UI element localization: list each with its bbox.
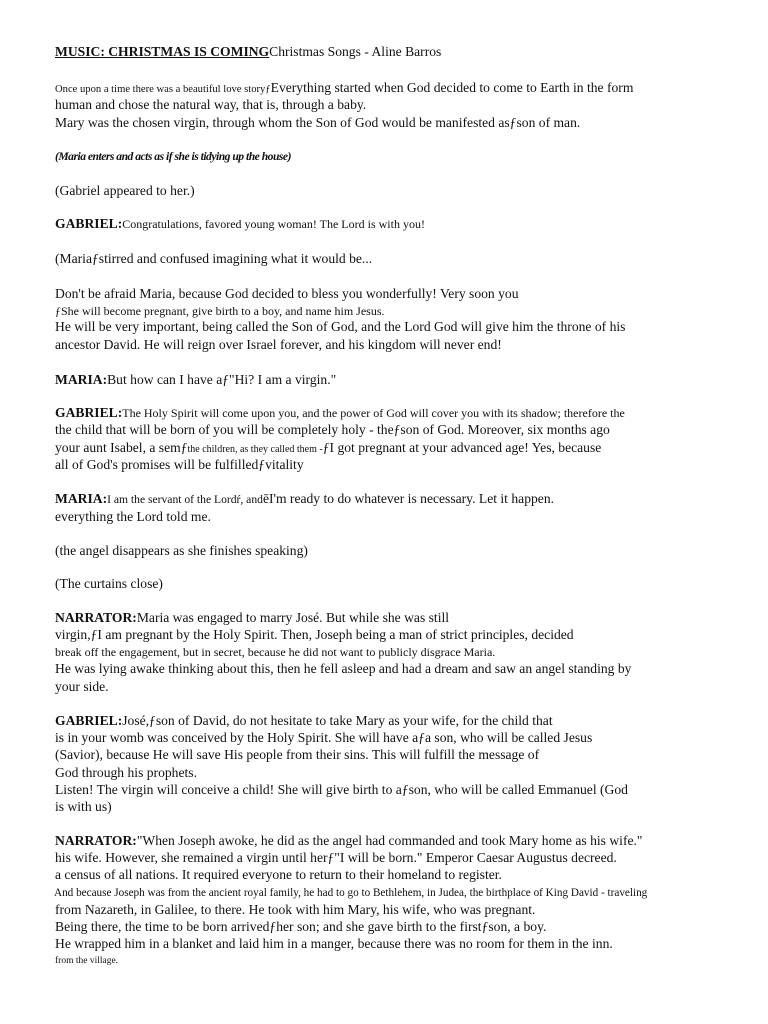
narration-line: He was lying awake thinking about this, then he fell asleep and had a dream and saw an angel standing by <box>55 661 632 676</box>
narration-line: break off the engagement, but in secret, because he did not want to publicly disgrace Maria. <box>55 645 496 659</box>
title-subtitle: Christmas Songs - Aline Barros <box>269 44 442 59</box>
dialogue-line: everything the Lord told me. <box>55 509 211 524</box>
title-heading: MUSIC: CHRISTMAS IS COMING <box>55 44 270 59</box>
speaker-label: GABRIEL: <box>55 405 123 420</box>
narration-text: Maria was engaged to marry José. But while she was still <box>136 610 450 625</box>
dialogue-text: ƒI got pregnant at your advanced age! Yes, because <box>322 440 602 455</box>
stage-direction: (Maria enters and acts as if she is tidying up the house) <box>55 150 291 163</box>
dialogue-text: But how can I have aƒ"Hi? I am a virgin." <box>107 372 337 387</box>
dialogue-line: ƒShe will become pregnant, give birth to a boy, and name him Jesus. <box>55 304 385 318</box>
dialogue-text: The Holy Spirit will come upon you, and the power of God will cover you with its shadow; therefore the <box>122 406 625 420</box>
dialogue-line: ancestor David. He will reign over Israel forever, and his kingdom will never end! <box>55 337 502 352</box>
speaker-label: MARIA: <box>55 491 108 506</box>
speaker-label: GABRIEL: <box>55 713 123 728</box>
narration-line: virgin,ƒI am pregnant by the Holy Spirit. Then, Joseph being a man of strict principles, decided <box>55 627 574 642</box>
dialogue-line: (Savior), because He will save His people from their sins. This will fulfill the message of <box>55 747 540 762</box>
dialogue-text: José,ƒson of David, do not hesitate to take Mary as your wife, for the child that <box>122 713 553 728</box>
speaker-label: NARRATOR: <box>55 833 137 848</box>
narration-text: "When Joseph awoke, he did as the angel had commanded and took Mary home as his wife." <box>136 833 643 848</box>
narration-line <box>55 610 449 626</box>
narration-line: a census of all nations. It required everyone to return to their homeland to register. <box>55 867 502 882</box>
dialogue-line: He will be very important, being called the Son of God, and the Lord God will give him the throne of his <box>55 319 626 334</box>
intro-line-1 <box>55 80 633 98</box>
dialogue-small-text: I am the servant of the Lordŕ, and <box>107 493 263 506</box>
dialogue-line: God through his prophets. <box>55 765 197 780</box>
intro-small-text: Once upon a time there was a beautiful love storyƒ <box>55 84 271 95</box>
document-title <box>55 44 441 60</box>
narration-line: from Nazareth, in Galilee, to there. He took with him Mary, his wife, who was pregnant. <box>55 902 536 917</box>
narration-line: And because Joseph was from the ancient royal family, he had to go to Bethlehem, in Judea, the birthplace of King David - traveling <box>54 887 648 899</box>
dialogue-line: the child that will be born of you will be completely holy - theƒson of God. Moreover, six months ago <box>55 422 610 437</box>
narration-line: his wife. However, she remained a virgin until herƒ"I will be born." Emperor Caesar Augustus decreed. <box>55 850 617 865</box>
narration-line: your side. <box>55 679 109 694</box>
dialogue-line <box>55 405 625 421</box>
dialogue-line: is with us) <box>55 799 112 814</box>
dialogue-line: Don't be afraid Maria, because God decided to bless you wonderfully! Very soon you <box>55 286 519 301</box>
dialogue-line <box>55 491 554 508</box>
stage-direction: (The curtains close) <box>55 576 163 591</box>
stage-direction: (the angel disappears as she finishes speaking) <box>55 543 308 558</box>
stage-direction: (Gabriel appeared to her.) <box>55 183 195 198</box>
speaker-label: MARIA: <box>55 372 108 387</box>
dialogue-text: Congratulations, favored young woman! The Lord is with you! <box>122 217 425 231</box>
intro-line-2: human and chose the natural way, that is, through a baby. <box>55 97 367 112</box>
dialogue-text: your aunt Isabel, a semƒ <box>55 440 188 455</box>
dialogue-line: Listen! The virgin will conceive a child! She will give birth to aƒson, who will be called Emmanuel (God <box>55 782 628 797</box>
stage-direction: (Mariaƒstirred and confused imagining what it would be... <box>55 251 373 266</box>
dialogue-line <box>55 440 601 458</box>
dialogue-line <box>55 713 553 729</box>
narration-line: He wrapped him in a blanket and laid him in a manger, because there was no room for them in the inn. <box>55 936 613 951</box>
dialogue-line: all of God's promises will be fulfilledƒvitality <box>55 457 304 472</box>
dialogue-line <box>55 372 336 388</box>
dialogue-line: is in your womb was conceived by the Holy Spirit. She will have aƒa son, who will be called Jesus <box>55 730 593 745</box>
speaker-label: GABRIEL: <box>55 216 123 231</box>
intro-text: Everything started when God decided to come to Earth in the form <box>270 80 634 95</box>
speaker-label: NARRATOR: <box>55 610 137 625</box>
dialogue-line <box>55 216 425 232</box>
intro-line-3: Mary was the chosen virgin, through whom the Son of God would be manifested asƒson of man. <box>55 115 581 130</box>
narration-line <box>55 833 642 849</box>
narration-line: Being there, the time to be born arrivedƒher son; and she gave birth to the firstƒson, a boy. <box>55 919 547 934</box>
dialogue-text: ēI'm ready to do whatever is necessary. Let it happen. <box>262 491 555 506</box>
dialogue-small-text: the children, as they called them - <box>187 444 323 455</box>
narration-line: from the village. <box>55 956 119 966</box>
